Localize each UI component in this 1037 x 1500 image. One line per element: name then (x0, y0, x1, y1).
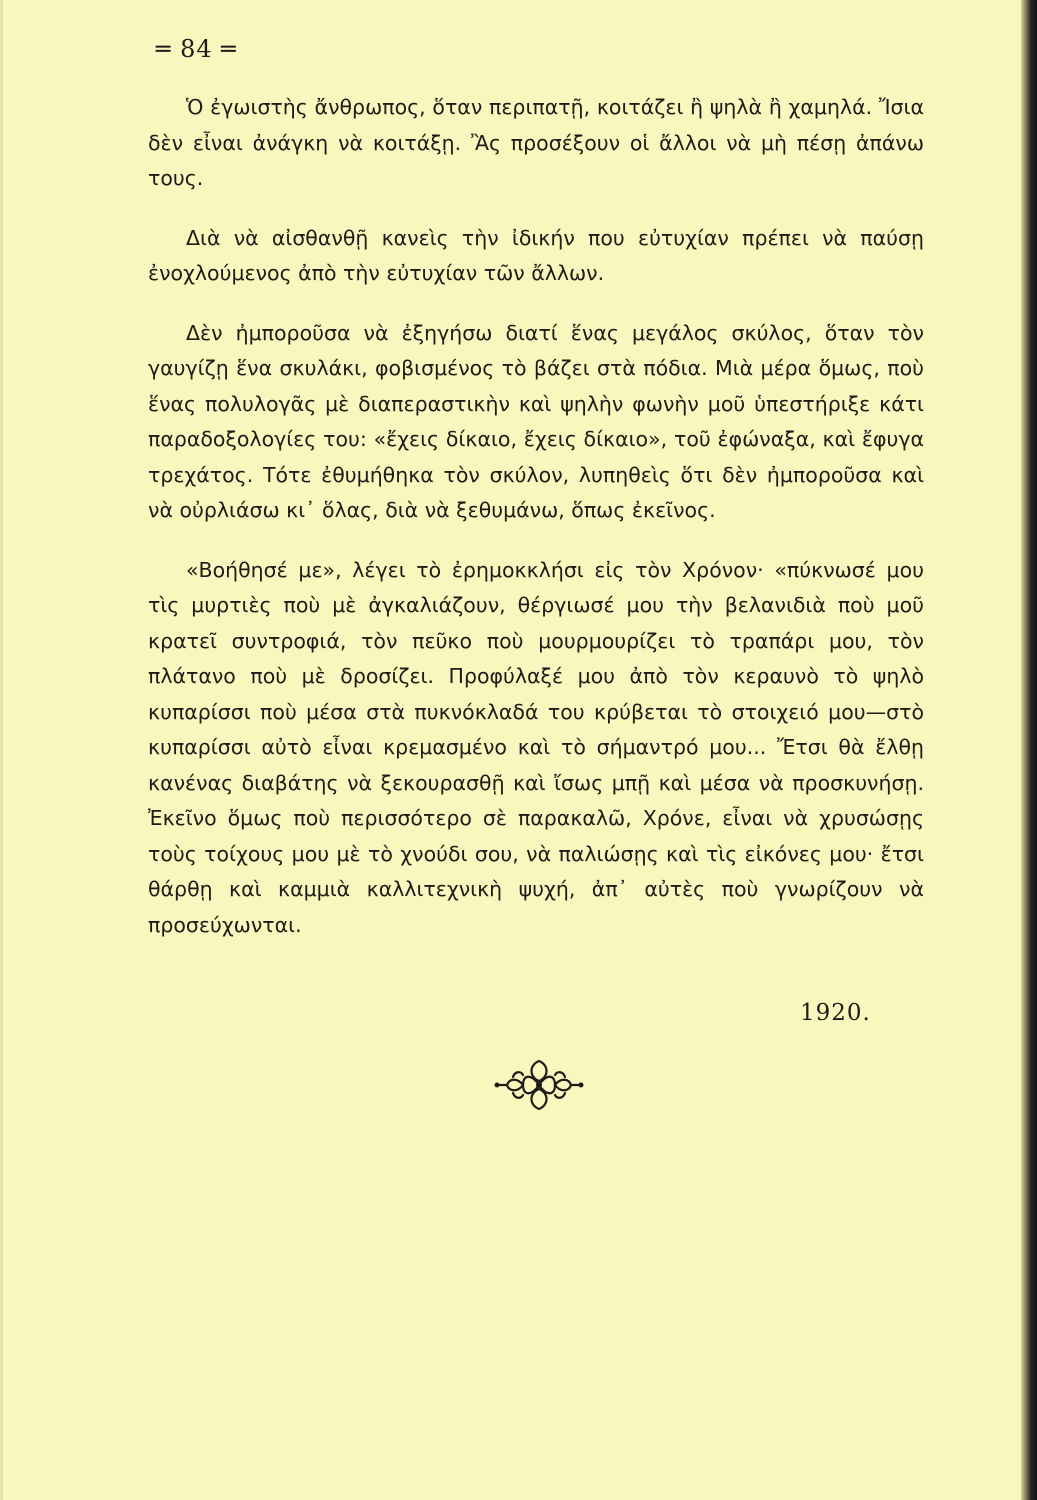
scan-edge-right (1021, 0, 1037, 1500)
paragraph-1: Ὁ ἐγωιστὴς ἄνθρωπος, ὅταν περιπατῇ, κοιτάζει ἢ ψηλὰ ἢ χαμηλά. Ἴσια δὲν εἶναι ἀνάγκη νὰ κοιτάξῃ. Ἂς προσέξουν οἱ ἄλλοι νὰ μὴ πέσῃ ἀπάνω τους. (148, 95, 924, 190)
paragraph-4: «Βοήθησέ με», λέγει τὸ ἐρημοκκλήσι εἰς τὸν Χρόνον· «πύκνωσέ μου τὶς μυρτιὲς ποὺ μὲ ἀγκαλιάζουν, θέργιωσέ μου τὴν βελανιδιὰ ποὺ μοῦ κρατεῖ συντροφιά, τὸν πεῦκο ποὺ μουρμουρίζει τὸ τραπάρι μου, τὸν πλάτανο ποὺ μὲ δροσίζει. Προφύλαξέ μου ἀπὸ τὸν κεραυνὸ τὸ ψηλὸ κυπαρίσσι ποὺ μέσα στὰ πυκνόκλαδά του κρύβεται τὸ στοιχειό μου—στὸ κυπαρίσσι αὐτὸ εἶναι κρεμασμένο καὶ τὸ σήμαντρό μου... Ἔτσι θὰ ἔλθῃ κανένας διαβάτης νὰ ξεκουρασθῇ καὶ ἴσως μπῇ καὶ μέσα νὰ προσκυνήσῃ. Ἐκεῖνο ὅμως ποὺ περισσότερο σὲ παρακαλῶ, Χρόνε, εἶναι νὰ χρυσώσῃς τοὺς τοίχους μου μὲ τὸ χνούδι σου, νὰ παλιώσῃς καὶ τὶς εἰκόνες μου· ἔτσι θάρθῃ καὶ καμμιὰ καλλιτεχνικὴ ψυχή, ἀπ᾿ αὐτὲς ποὺ γνωρίζουν νὰ προσεύχωνται. (148, 557, 924, 937)
date-signature: 1920. (800, 1000, 871, 1026)
paragraph-2: Διὰ νὰ αἰσθανθῇ κανεὶς τὴν ἰδικήν που εὐτυχίαν πρέπει νὰ παύσῃ ἐνοχλούμενος ἀπὸ τὴν εὐτυχίαν τῶν ἄλλων. (148, 225, 924, 285)
header-left-mark: ═ (156, 34, 172, 63)
scan-edge-left (0, 0, 3, 1500)
page-header (156, 34, 237, 63)
paragraph-3: Δὲν ἠμποροῦσα νὰ ἐξηγήσω διατί ἕνας μεγάλος σκύλος, ὅταν τὸν γαυγίζῃ ἕνα σκυλάκι, φοβισμένος τὸ βάζει στὰ πόδια. Μιὰ μέρα ὅμως, ποὺ ἕνας πολυλογᾶς μὲ διαπεραστικὴν καὶ ψηλὴν φωνὴν μοῦ ὑπεστήριξε κάτι παραδοξολογίες του: «ἔχεις δίκαιο, ἔχεις δίκαιο», τοῦ ἐφώναξα, καὶ ἔφυγα τρεχάτος. Τότε ἐθυμήθηκα τὸν σκύλον, λυπηθεὶς ὅτι δὲν ἠμποροῦσα καὶ νὰ οὐρλιάσω κι᾿ ὅλας, διὰ νὰ ξεθυμάνω, ὅπως ἐκεῖνος. (148, 320, 924, 522)
fleuron-ornament-icon (493, 1055, 585, 1115)
page-body (148, 90, 924, 967)
page-number: 84 (180, 35, 213, 63)
header-right-mark: ═ (221, 34, 237, 63)
